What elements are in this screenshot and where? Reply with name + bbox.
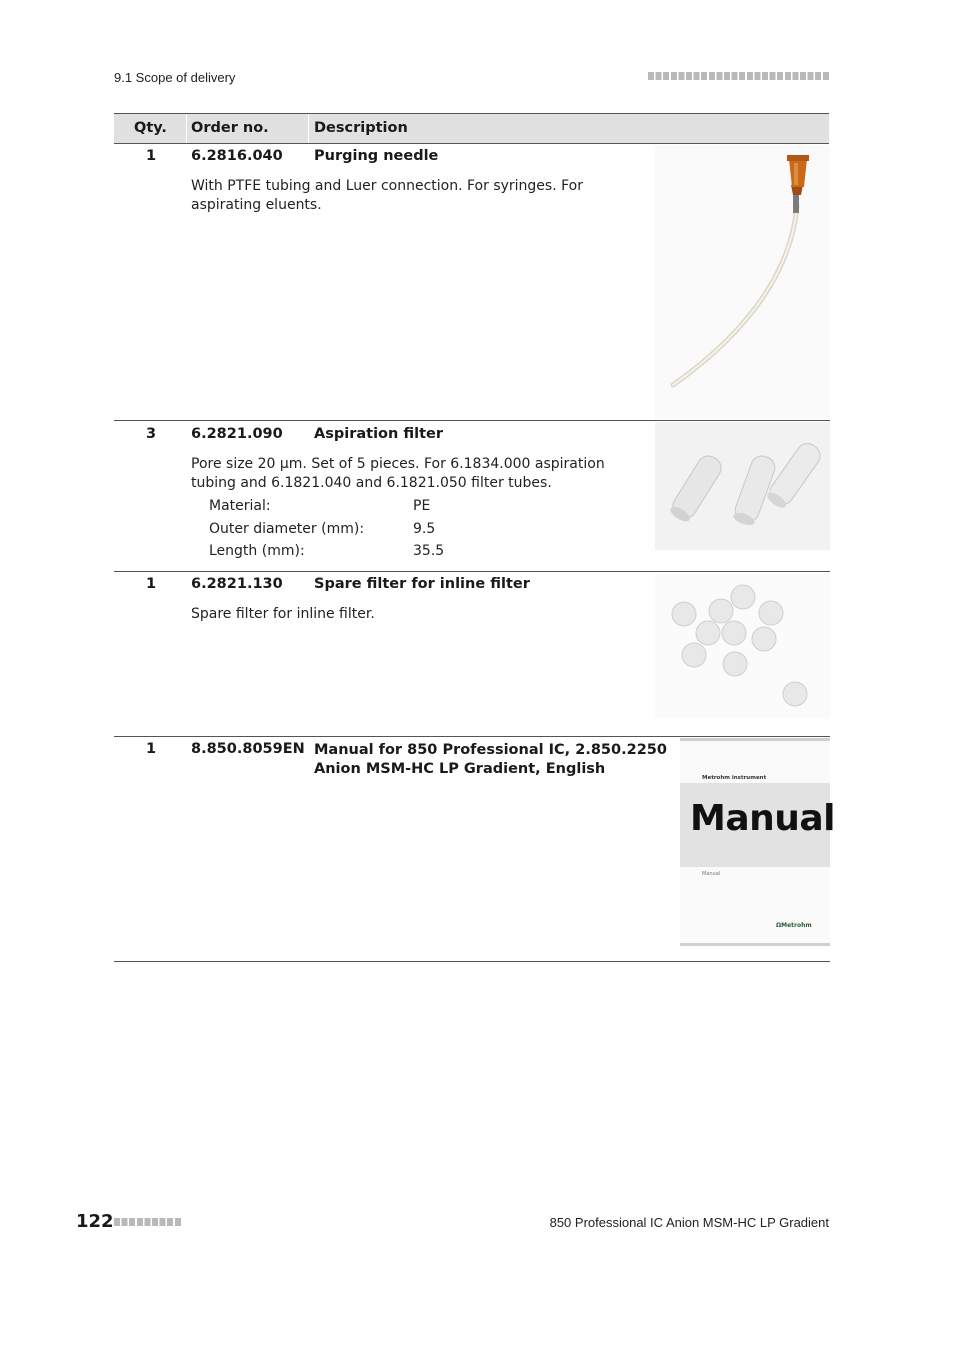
purging-needle-image <box>655 145 830 420</box>
spec-value: 35.5 <box>413 543 445 559</box>
row-title-line2: Anion MSM-HC LP Gradient, English <box>314 761 606 777</box>
row-qty: 1 <box>146 741 157 757</box>
spec-label: Outer diameter (mm): <box>209 521 365 537</box>
metrohm-logo-icon: Ω <box>776 922 782 929</box>
row-order-no: 6.2821.090 <box>191 426 283 442</box>
table-header <box>114 113 829 144</box>
row-title: Purging needle <box>314 148 439 164</box>
spare-filter-image <box>655 574 830 719</box>
column-qty: Qty. <box>134 120 167 136</box>
spec-label: Length (mm): <box>209 543 305 559</box>
row-divider <box>114 961 830 962</box>
header-decoration <box>648 72 830 80</box>
row-order-no: 8.850.8059EN <box>191 741 305 757</box>
row-title: Spare filter for inline filter <box>314 576 530 592</box>
aspiration-filter-image <box>655 422 830 550</box>
cover-logo <box>776 922 812 929</box>
row-title: Aspiration filter <box>314 426 444 442</box>
footer-decoration <box>114 1218 182 1226</box>
row-description: Pore size 20 µm. Set of 5 pieces. For 6.1834.000 aspiration tubing and 6.1821.040 and 6.1821.050 filter tubes. <box>191 456 605 491</box>
row-divider <box>114 571 830 572</box>
column-separator <box>308 114 309 143</box>
cover-title: Manual <box>690 798 836 839</box>
cover-logo-text: Metrohm <box>781 922 812 929</box>
row-description: Spare filter for inline filter. <box>191 606 375 622</box>
cover-brand-text: Metrohm instrument <box>702 775 767 781</box>
column-order-no: Order no. <box>191 120 269 136</box>
spec-value: PE <box>413 498 431 514</box>
document-title: 850 Professional IC Anion MSM-HC LP Gradient <box>549 1215 829 1230</box>
row-order-no: 6.2821.130 <box>191 576 283 592</box>
spec-value: 9.5 <box>413 521 436 537</box>
running-header-section: 9.1 Scope of delivery <box>114 70 236 85</box>
row-divider <box>114 736 830 737</box>
manual-cover-image <box>680 738 836 946</box>
column-description: Description <box>314 120 408 136</box>
cover-band <box>680 783 836 867</box>
row-description: With PTFE tubing and Luer connection. For syringes. For aspirating eluents. <box>191 178 583 213</box>
row-title-line1: Manual for 850 Professional IC, 2.850.2250 <box>314 742 667 758</box>
row-order-no: 6.2816.040 <box>191 148 283 164</box>
row-divider <box>114 420 830 421</box>
column-separator <box>186 114 187 143</box>
page-number: 122 <box>76 1211 114 1232</box>
spec-label: Material: <box>209 498 271 514</box>
row-qty: 1 <box>146 576 157 592</box>
row-qty: 1 <box>146 148 157 164</box>
row-qty: 3 <box>146 426 157 442</box>
cover-subtitle: Manual <box>702 871 721 877</box>
